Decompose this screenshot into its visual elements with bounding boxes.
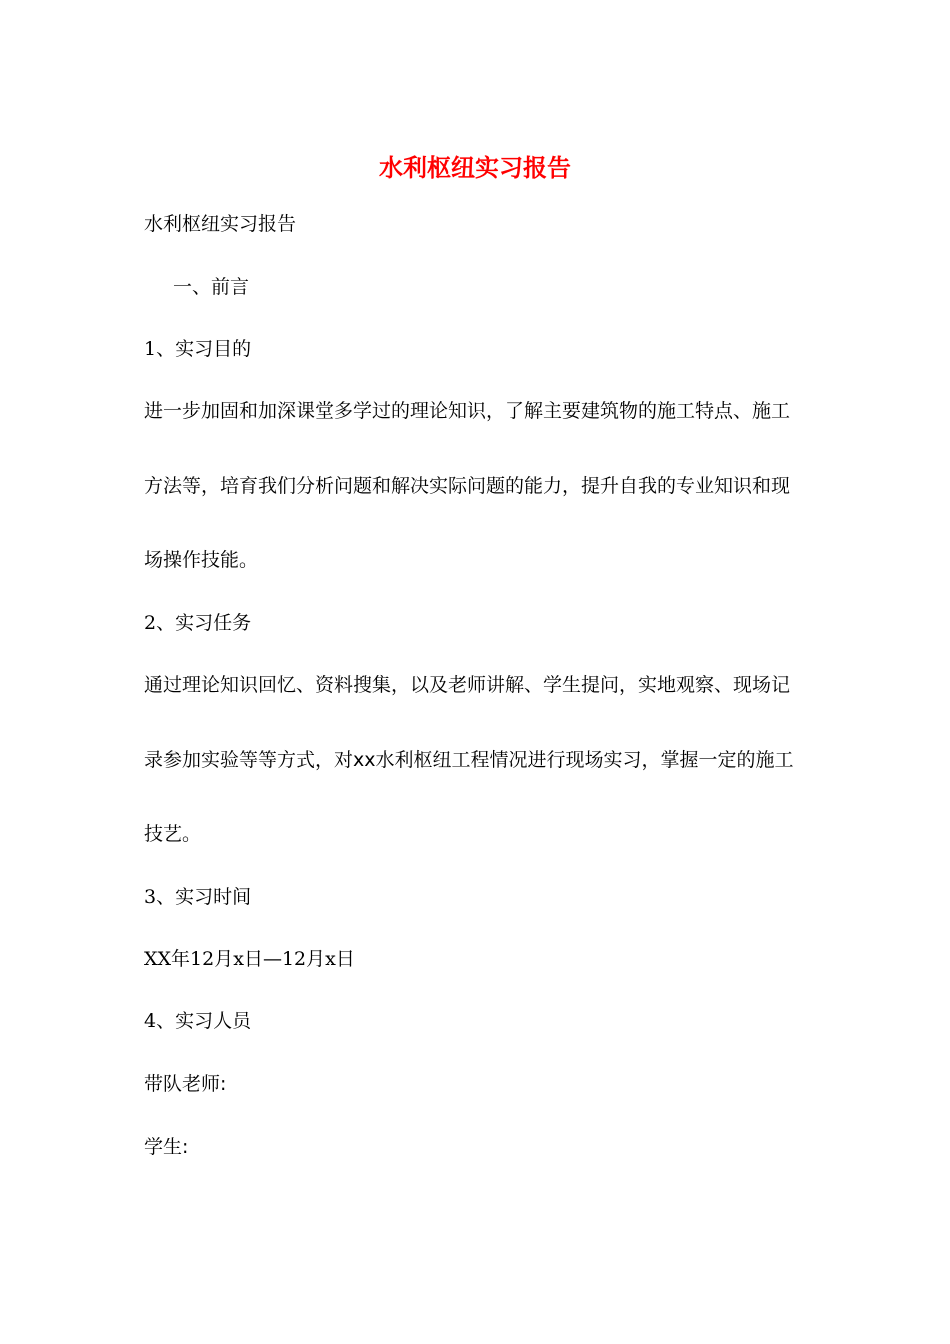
paragraph-line: 录参加实验等等方式，对xx水利枢纽工程情况进行现场实习，掌握一定的施工 [144,749,794,771]
paragraph-line: 技艺。 [144,823,202,845]
document-title: 水利枢纽实习报告 [379,153,571,182]
item-heading-personnel: 4、实习人员 [144,1010,252,1032]
paragraph-line: 进一步加固和加深课堂多学过的理论知识，了解主要建筑物的施工特点、施工 [144,400,791,422]
section-heading-preface: 一、前言 [173,276,250,298]
paragraph-line: 方法等，培育我们分析问题和解决实际问题的能力，提升自我的专业知识和现 [144,475,791,497]
paragraph-line: 通过理论知识回忆、资料搜集，以及老师讲解、学生提问，实地观察、现场记 [144,674,791,696]
item-heading-purpose: 1、实习目的 [144,338,252,360]
document-subtitle: 水利枢纽实习报告 [144,213,297,235]
student-label: 学生: [144,1136,189,1158]
date-range-text: XX年12月x日—12月x日 [144,948,355,970]
paragraph-line: 场操作技能。 [144,549,259,571]
teacher-label: 带队老师: [144,1073,227,1095]
item-heading-task: 2、实习任务 [144,612,252,634]
item-heading-time: 3、实习时间 [144,886,252,908]
